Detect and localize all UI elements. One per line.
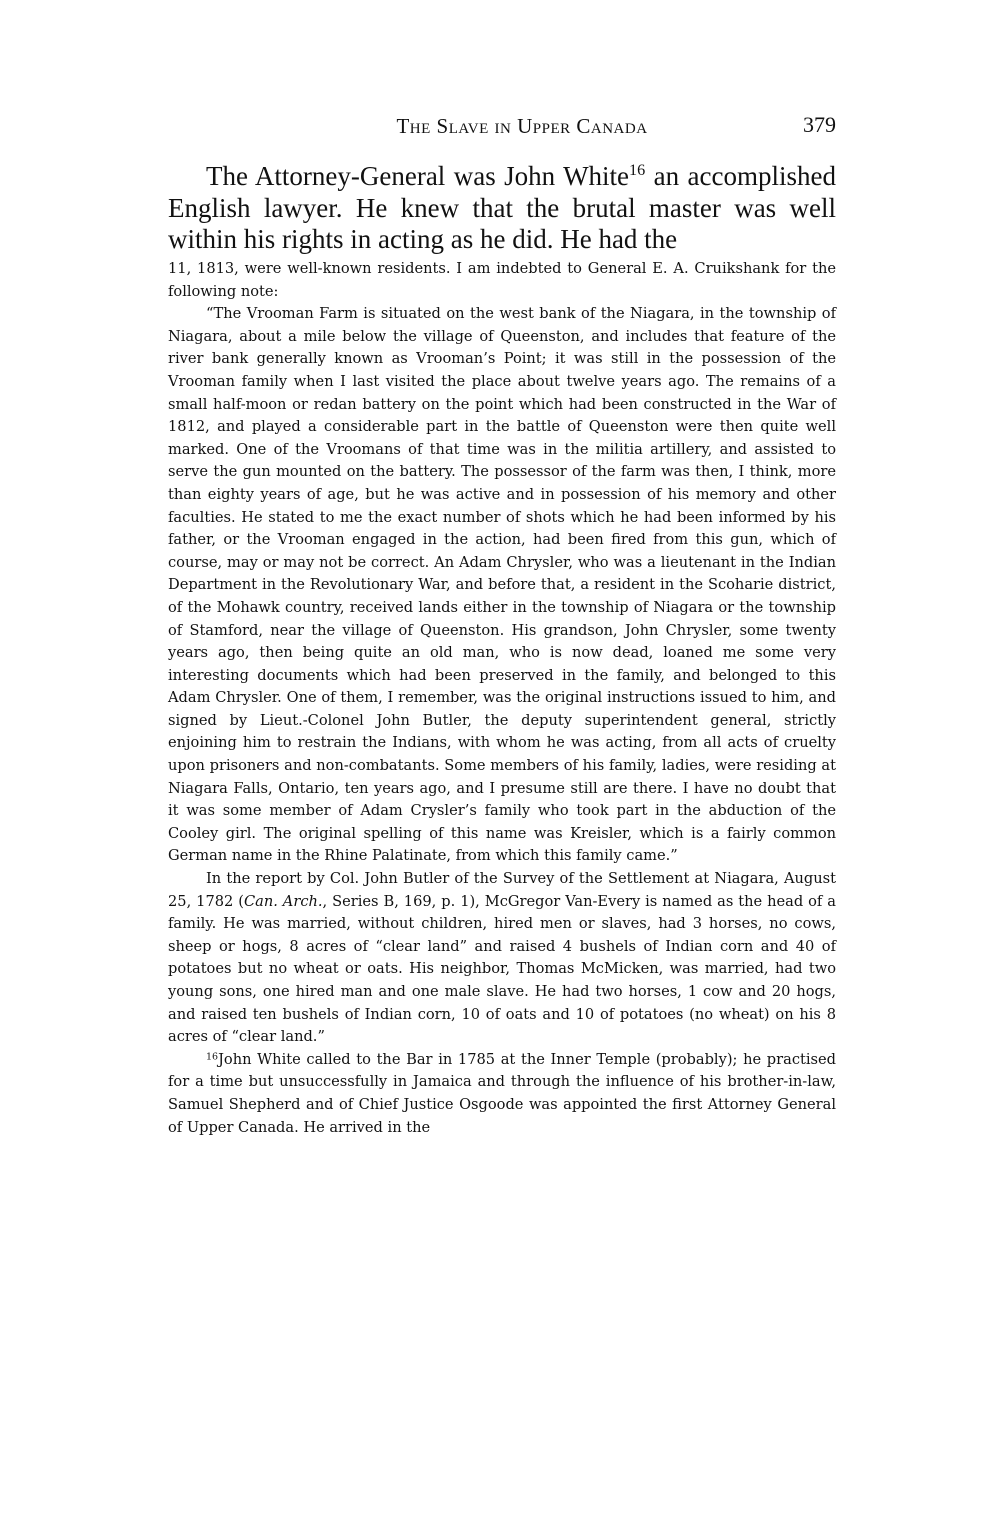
report-text-start: In the report by Col. John Butler of the Survey of the Settlement at Niagara, August 25, 1782 (	[168, 870, 836, 910]
archive-citation: Can. Arch.	[243, 892, 323, 910]
body-text-end: an accomplished English lawyer. He knew that the brutal master was well within his rights in acting as he did. He had the	[168, 161, 836, 254]
running-head	[168, 112, 836, 142]
footnote-16-text: John White called to the Bar in 1785 at the Inner Temple (probably); he practised for a time but unsuccessfully in Jamaica and through the influence of his brother-in-law, Samuel Shepherd and of Chief Justice Osgoode was appointed the first Attorney General of Upper Canada. He arrived in the	[168, 1050, 836, 1136]
cruikshank-quote: “The Vrooman Farm is situated on the west bank of the Niagara, in the township of Niagara, about a mile below the village of Queenston, and includes that feature of the river bank generally known as Vrooman’s Point; it was still in the possession of the Vrooman family when I last visited the place about twelve years ago. The remains of a small half-moon or redan battery on the point which had been constructed in the War of 1812, and played a considerable part in the battle of Queenston were then quite well marked. One of the Vroomans of that time was in the militia artillery, and assisted to serve the gun mounted on the battery. The possessor of the farm was then, I think, more than eighty years of age, but he was active and in possession of his memory and other faculties. He stated to me the exact number of shots which he had been informed by his father, or the Vrooman engaged in the action, had been fired from this gun, which of course, may or may not be correct. An Adam Chrysler, who was a lieutenant in the Indian Department in the Revolutionary War, and before that, a resident in the Scoharie district, of the Mohawk country, received lands either in the township of Niagara or the township of Stamford, near the village of Queenston. His grandson, John Chrysler, some twenty years ago, then being quite an old man, who is now dead, loaned me some very interesting documents which had been preserved in the family, and belonged to this Adam Chrysler. One of them, I remember, was the original instructions issued to him, and signed by Lieut.-Colonel John Butler, the deputy superintendent general, strictly enjoining him to restrain the Indians, with whom he was acting, from all acts of cruelty upon prisoners and non-combatants. Some members of his family, ladies, were residing at Niagara Falls, Ontario, ten years ago, and I presume still are there. I have no doubt that it was some member of Adam Crysler’s family who took part in the abduction of the Cooley girl. The original spelling of this name was Kreisler, which is a fairly common German name in the Rhine Palatinate, from which this family came.”	[168, 305, 836, 865]
running-title	[168, 112, 836, 139]
body-paragraph	[168, 161, 836, 256]
note-continuation: 11, 1813, were well-known residents. I am indebted to General E. A. Cruikshank for the following note:	[168, 260, 836, 300]
body-text-start: The Attorney-General was John White	[206, 161, 630, 191]
footnote-16	[168, 1049, 836, 1139]
footnote-16-mark: 16	[206, 1051, 219, 1063]
survey-report-paragraph	[168, 868, 836, 1049]
notes-section	[168, 258, 836, 1139]
running-title-text: The Slave in Upper Canada	[396, 114, 648, 138]
report-text-end: , Series B, 169, p. 1), McGregor Van-Every is named as the head of a family. He was married, without children, hired men or slaves, had 3 horses, no cows, sheep or hogs, 8 acres of “clear land” and raised 4 bushels of Indian corn and 40 of potatoes but no wheat or oats. His neighbor, Thomas McMicken, was married, had two young sons, one hired man and one male slave. He had two horses, 1 cow and 20 hogs, and raised ten bushels of Indian corn, 10 of oats and 10 of potatoes (no wheat) on his 8 acres of “clear land.”	[168, 892, 836, 1046]
footnote-reference-16: 16	[629, 161, 646, 179]
page-number: 379	[803, 112, 836, 137]
